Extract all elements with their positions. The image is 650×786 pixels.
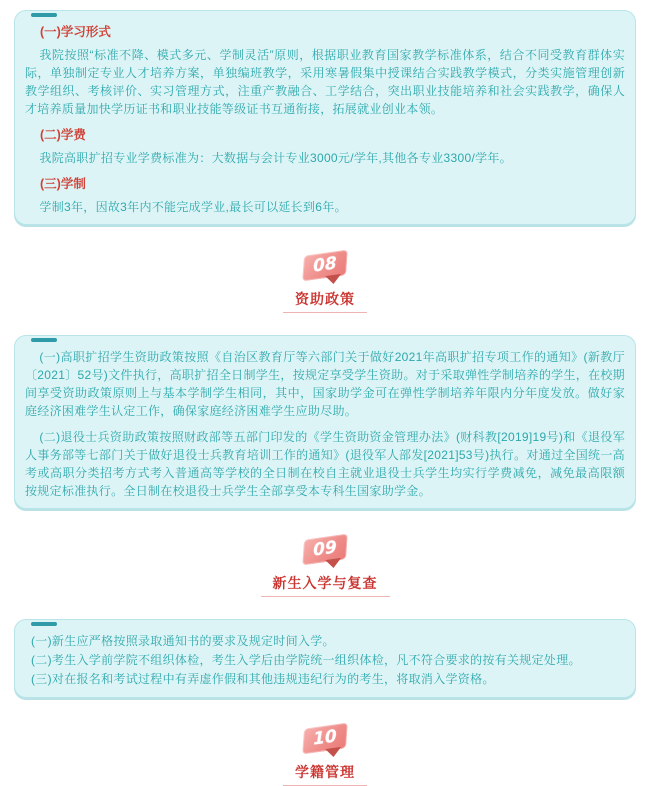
paragraph-study-format: 我院按照“标准不降、模式多元、学制灵活”原则，根据职业教育国家教学标准体系，结合不同受教育群体实际，单独制定专业人才培养方案，单独编班教学，采用寒暑假集中授课结合实践教学模式，分类实施管理创新教学组织、考核评价、实习管理方式，注重产教融合、工学结合，突出职业技能培养和社会实践教学，确保人才培养质量加快学历证书和职业技能等级证书互通衔接，拓展就业创业本领。 bbox=[25, 48, 625, 116]
list-item-admission-1: (一)新生应严格按照录取通知书的要求及规定时间入学。 bbox=[31, 634, 335, 648]
card-corner-dash-icon bbox=[31, 13, 57, 17]
card-funding-policy bbox=[14, 335, 636, 509]
section-number-badge-08 bbox=[303, 253, 347, 278]
paragraph-schooling-length: 学制3年，因故3年内不能完成学业,最长可以延长到6年。 bbox=[39, 200, 347, 214]
section-title-admission-check bbox=[14, 575, 636, 597]
paragraph-funding-1: (一)高职扩招学生资助政策按照《自治区教育厅等六部门关于做好2021年高职扩招专项工作的通知》(新教厅〔2021〕52号)文件执行，高职扩招全日制学生，按规定享受学生资助。对于采取弹性学制培养的学生，在校期间享受资助政策原则上与基本学制学生相同，其中，国家助学金可在弹性学制培养年限内分年度发放。做好家庭经济困难学生认定工作，确保家庭经济困难学生应助尽助。 bbox=[25, 350, 625, 418]
section-title-student-status bbox=[14, 764, 636, 786]
card-study-info bbox=[14, 10, 636, 225]
section-title-text: 学籍管理 bbox=[283, 764, 367, 786]
section-number: 09 bbox=[312, 537, 338, 561]
subsection-heading-schooling-length: (三)学制 bbox=[40, 177, 86, 191]
card-admission-check bbox=[14, 619, 636, 698]
card-corner-dash-icon bbox=[31, 622, 57, 626]
section-number: 08 bbox=[312, 253, 338, 277]
section-number: 10 bbox=[312, 726, 338, 750]
paragraph-funding-2: (二)退役士兵资助政策按照财政部等五部门印发的《学生资助资金管理办法》(财科教[2019]19号)和《退役军人事务部等七部门关于做好退役士兵教育培训工作的通知》(退役军人部发[2021]53号)执行。对通过全国统一高考或高职分类招考方式考入普通高等学校的全日制在校自主就业退役士兵学生均实行学费减免，减免最高限额按规定标准执行。全日制在校退役士兵学生全部享受本专科生国家助学金。 bbox=[25, 430, 625, 498]
list-item-admission-2: (二)考生入学前学院不组织体检，考生入学后由学院统一组织体检，凡不符合要求的按有关规定处理。 bbox=[31, 653, 581, 667]
section-header-10 bbox=[14, 726, 636, 786]
section-title-text: 新生入学与复查 bbox=[261, 575, 390, 597]
section-number-badge-09 bbox=[303, 537, 347, 562]
section-header-08 bbox=[14, 253, 636, 313]
list-item-admission-3: (三)对在报名和考试过程中有弄虚作假和其他违规违纪行为的考生，将取消入学资格。 bbox=[31, 672, 495, 686]
section-title-funding bbox=[14, 291, 636, 313]
section-number-badge-10 bbox=[303, 726, 347, 751]
subsection-heading-study-format: (一)学习形式 bbox=[40, 25, 111, 39]
section-header-09 bbox=[14, 537, 636, 597]
card-corner-dash-icon bbox=[31, 338, 57, 342]
paragraph-tuition: 我院高职扩招专业学费标准为：大数据与会计专业3000元/学年,其他各专业3300/学年。 bbox=[39, 151, 512, 165]
section-title-text: 资助政策 bbox=[283, 291, 367, 313]
subsection-heading-tuition: (二)学费 bbox=[40, 128, 86, 142]
